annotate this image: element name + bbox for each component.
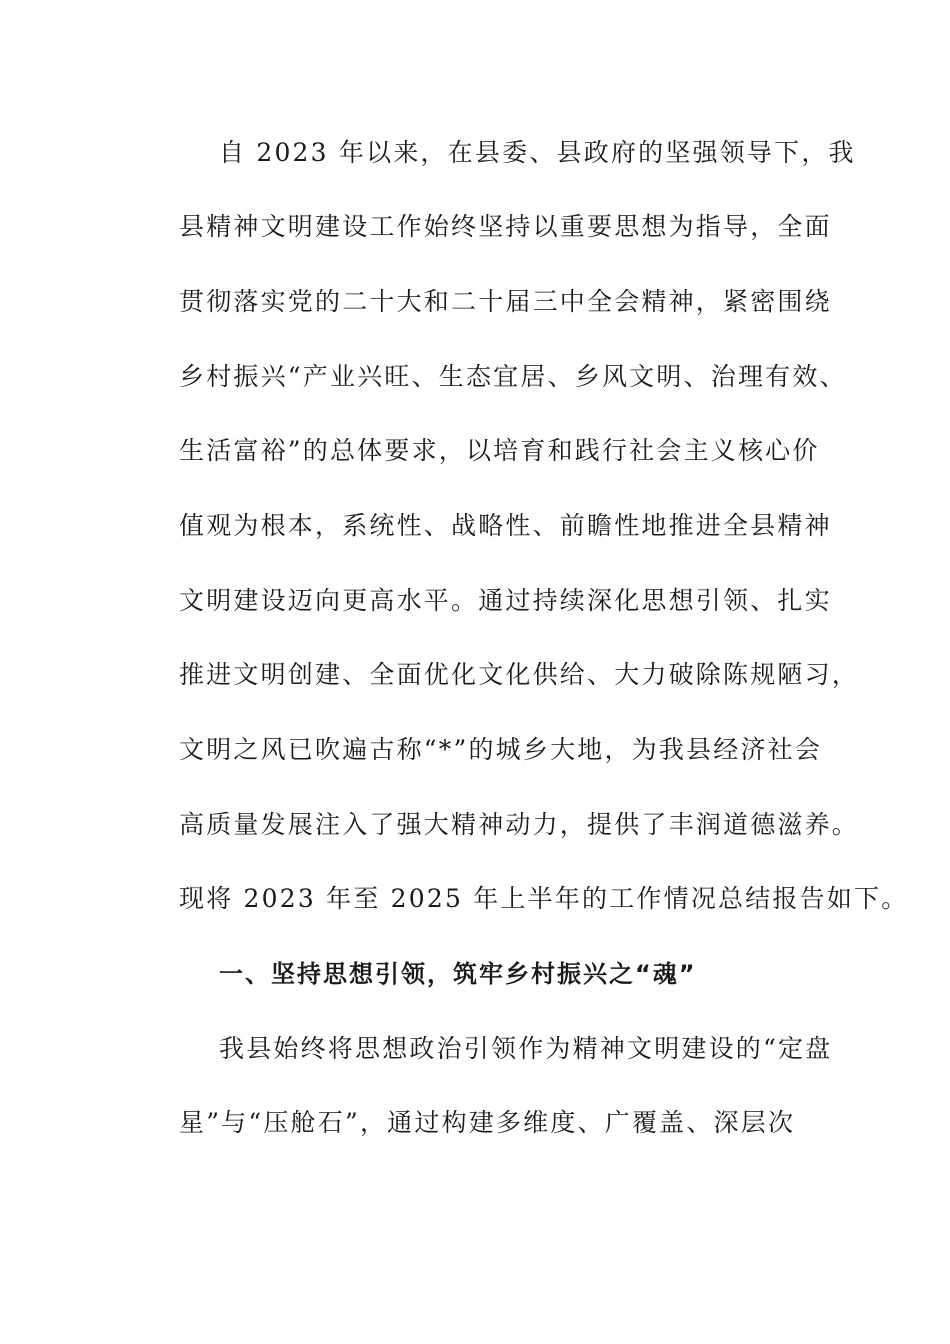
paragraph-line: 自 2023 年以来，在县委、县政府的坚强领导下，我	[219, 138, 856, 167]
paragraph-line: 文明建设迈向更高水平。通过持续深化思想引领、扎实	[179, 586, 832, 615]
paragraph-line: 我县始终将思想政治引领作为精神文明建设的“定盘	[219, 1034, 833, 1063]
paragraph-line: 推进文明创建、全面优化文化供给、大力破除陈规陋习，	[179, 660, 860, 689]
paragraph-line: 文明之风已吹遍古称“*”的城乡大地，为我县经济社会	[179, 735, 823, 764]
paragraph-line: 生活富裕”的总体要求，以培育和践行社会主义核心价	[179, 436, 820, 465]
paragraph-line: 星”与“压舱石”，通过构建多维度、广覆盖、深层次	[179, 1108, 796, 1137]
paragraph-line: 县精神文明建设工作始终坚持以重要思想为指导，全面	[179, 212, 832, 241]
paragraph-line: 现将 2023 年至 2025 年上半年的工作情况总结报告如下。	[179, 884, 909, 913]
paragraph-line: 乡村振兴“产业兴旺、生态宜居、乡风文明、治理有效、	[179, 362, 847, 391]
paragraph-line: 贯彻落实党的二十大和二十届三中全会精神，紧密围绕	[179, 287, 832, 316]
section-heading: 一、坚持思想引领，筑牢乡村振兴之“魂”	[219, 960, 697, 988]
paragraph-line: 值观为根本，系统性、战略性、前瞻性地推进全县精神	[179, 511, 832, 540]
paragraph-line: 高质量发展注入了强大精神动力，提供了丰润道德滋养。	[179, 810, 860, 839]
